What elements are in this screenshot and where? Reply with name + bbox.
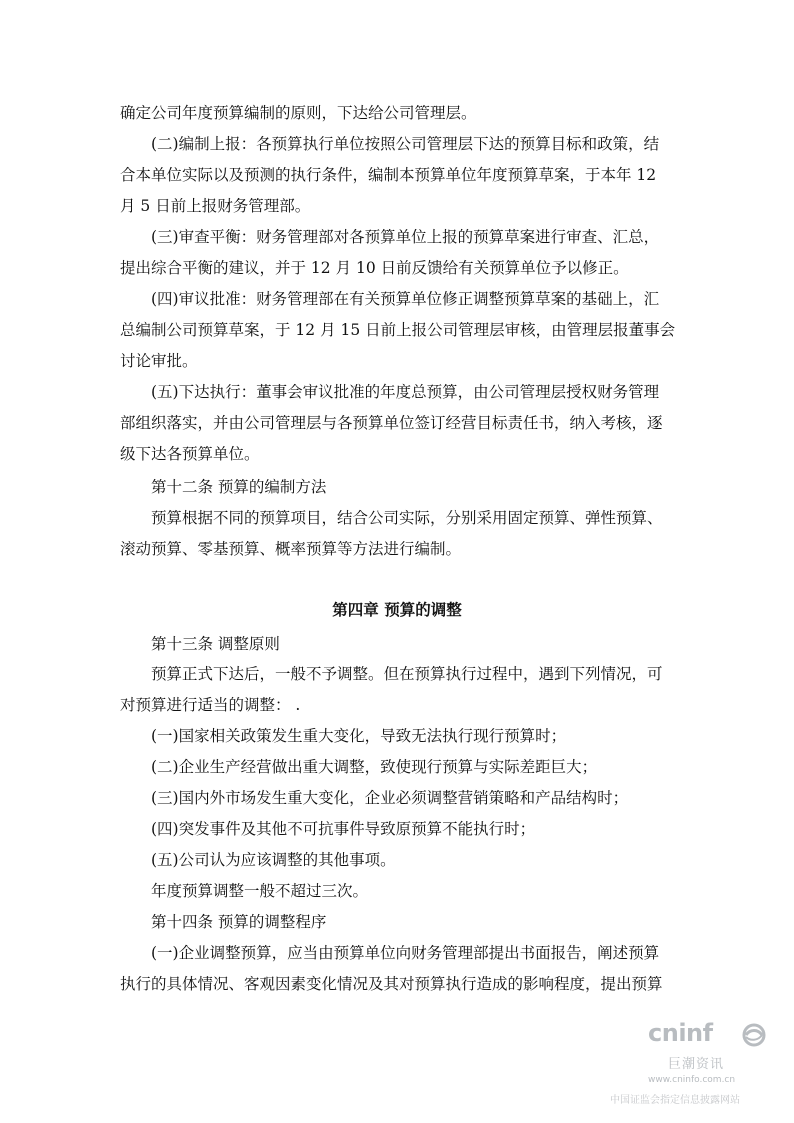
text-line: 预算根据不同的预算项目，结合公司实际，分别采用固定预算、弹性预算、 [151,509,663,527]
text-line: (三)审查平衡：财务管理部对各预算单位上报的预算草案进行审查、汇总， [151,228,660,246]
text-line: 执行的具体情况、客观因素变化情况及其对预算执行造成的影响程度，提出预算 [120,975,663,993]
text-line: (二)企业生产经营做出重大调整，致使现行预算与实际差距巨大； [151,758,598,776]
text-line: 年度预算调整一般不超过三次。 [151,882,369,900]
text-line: 合本单位实际以及预测的执行条件，编制本预算单位年度预算草案，于本年 12 [120,166,657,184]
text-line: 确定公司年度预算编制的原则，下达给公司管理层。 [120,104,477,122]
text-line: 部组织落实，并由公司管理层与各预算单位签订经营目标责任书，纳入考核，逐 [120,414,663,432]
logo-brand-cn: 巨潮资讯 [668,1057,725,1072]
text-line: (五)下达执行：董事会审议批准的年度总预算，由公司管理层授权财务管理 [151,383,660,401]
chapter-title: 第四章 预算的调整 [332,600,462,619]
text-line: 对预算进行适当的调整： . [120,696,301,714]
text-line: (五)公司认为应该调整的其他事项。 [151,851,396,869]
text-line: (四)审议批准：财务管理部在有关预算单位修正调整预算草案的基础上，汇 [151,290,660,308]
swirl-icon [742,1023,766,1047]
text-line: 级下达各预算单位。 [120,445,260,463]
text-line: 总编制公司预算草案，于 12 月 15 日前上报公司管理层审核，由管理层报董事会 [120,321,676,339]
article-heading: 第十三条 调整原则 [151,635,280,653]
logo-brand-en: cninf [648,1019,713,1047]
text-line: 预算正式下达后，一般不予调整。但在预算执行过程中，遇到下列情况，可 [151,665,663,683]
text-line: (三)国内外市场发生重大变化，企业必须调整营销策略和产品结构时； [151,789,629,807]
text-line: 提出综合平衡的建议，并于 12 月 10 日前反馈给有关预算单位予以修正。 [120,259,629,277]
logo-tagline: 中国证监会指定信息披露网站 [610,1095,740,1106]
text-line: (四)突发事件及其他不可抗事件导致原预算不能执行时； [151,820,536,838]
cninfo-watermark-logo [610,1019,770,1109]
article-heading: 第十二条 预算的编制方法 [151,478,327,496]
text-line: (二)编制上报：各预算执行单位按照公司管理层下达的预算目标和政策，结 [151,135,660,153]
text-line: 讨论审批。 [120,352,198,370]
logo-mark [628,1019,768,1051]
text-line: 月 5 日前上报财务管理部。 [120,197,311,215]
logo-url: www.cninfo.com.cn [648,1075,736,1085]
text-line: (一)企业调整预算，应当由预算单位向财务管理部提出书面报告，阐述预算 [151,944,660,962]
article-heading: 第十四条 预算的调整程序 [151,913,327,931]
text-line: (一)国家相关政策发生重大变化，导致无法执行现行预算时； [151,727,567,745]
text-line: 滚动预算、零基预算、概率预算等方法进行编制。 [120,540,462,558]
